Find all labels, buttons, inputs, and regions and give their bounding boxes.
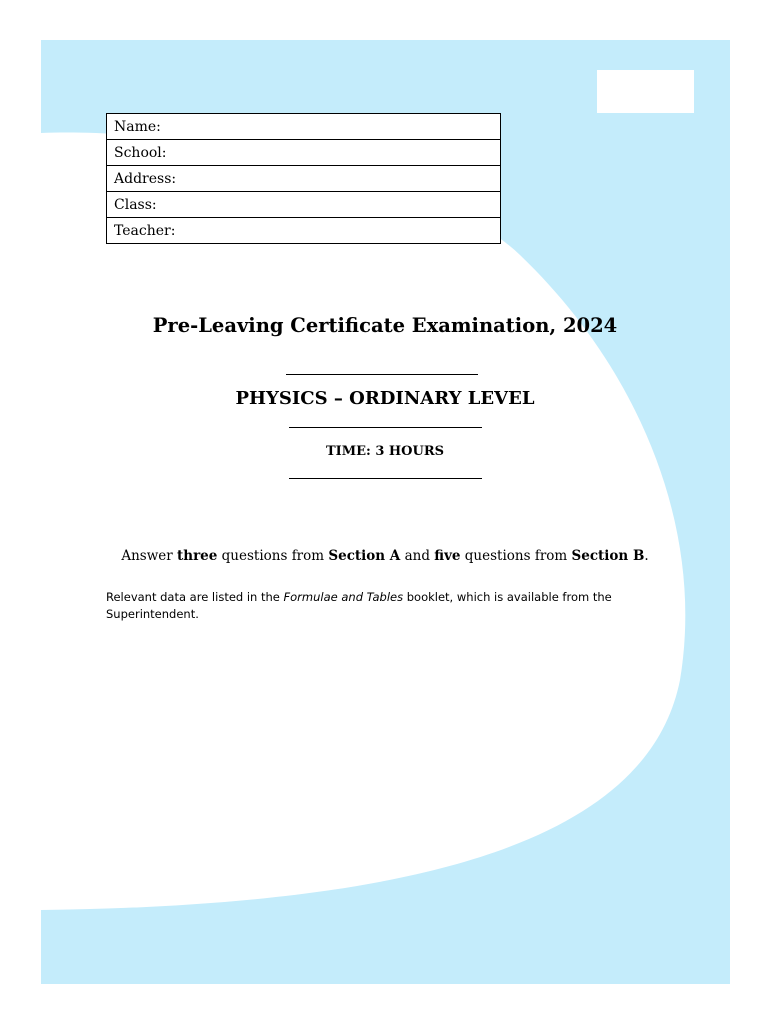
divider <box>286 374 478 375</box>
name-field[interactable]: Name: <box>107 114 501 140</box>
instruction-section-b: Section B <box>571 548 645 564</box>
table-row <box>107 218 501 244</box>
instruction-text: and <box>400 548 435 564</box>
instruction-count-a: three <box>177 548 218 564</box>
table-row <box>107 192 501 218</box>
note-booklet: Formulae and Tables <box>283 590 404 604</box>
exam-subject: PHYSICS – ORDINARY LEVEL <box>235 388 535 409</box>
exam-time: TIME: 3 HOURS <box>325 444 445 459</box>
instruction-text: questions from <box>217 548 329 564</box>
data-note <box>106 589 626 623</box>
exam-instructions <box>0 548 770 564</box>
note-text: Relevant data are listed in the <box>106 590 284 604</box>
instruction-section-a: Section A <box>328 548 401 564</box>
table-row <box>107 114 501 140</box>
divider <box>289 478 482 479</box>
address-field[interactable]: Address: <box>107 166 501 192</box>
candidate-number-box <box>597 70 694 113</box>
table-row <box>107 140 501 166</box>
student-details-table <box>106 113 501 244</box>
teacher-field[interactable]: Teacher: <box>107 218 501 244</box>
note-text: booklet, which is available from the Superintendent. <box>106 590 612 621</box>
table-row <box>107 166 501 192</box>
instruction-text: Answer <box>121 548 178 564</box>
exam-title: Pre-Leaving Certificate Examination, 2024 <box>152 314 618 337</box>
class-field[interactable]: Class: <box>107 192 501 218</box>
divider <box>289 427 482 428</box>
school-field[interactable]: School: <box>107 140 501 166</box>
instruction-text: . <box>644 548 649 564</box>
instruction-text: questions from <box>460 548 572 564</box>
instruction-count-b: five <box>434 548 461 564</box>
